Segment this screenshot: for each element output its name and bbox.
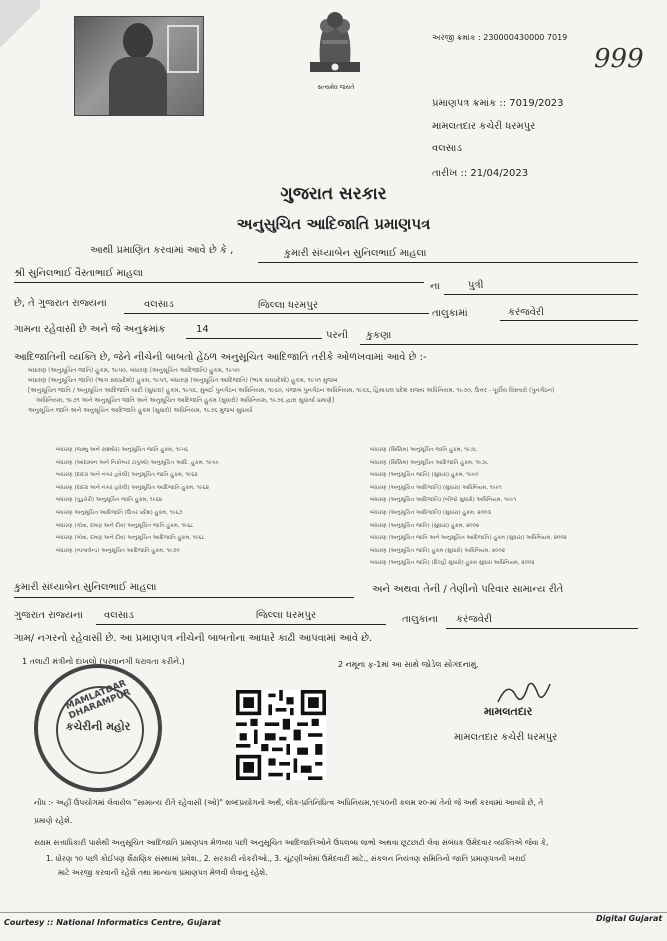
taluka-label: તાલુકામાં bbox=[432, 308, 468, 319]
note-line-1: નોંધ :- અહીં ઉપયોગમાં લેવાયેલ "સામાન્ય રીતે રહેવાસી (ઓ)" શબ્દપ્રયોગનો અર્થ, લોક-પ્રતિનિધિત્વ અધિનિયમ,૧૯૫૦ની કલમ ૨૦-માં તેનો જે અર્થ કરવામાં આવ્યો છે, તે bbox=[34, 798, 544, 807]
father-name: શ્રી સુનિલભાઈ વૈસ્તાભાઈ માહલા bbox=[14, 268, 144, 279]
issue-date: તારીખ :: 21/04/2023 bbox=[432, 168, 529, 179]
serial-number: 14 bbox=[196, 324, 209, 335]
page-fold bbox=[0, 0, 40, 56]
village-name-2: કરંજવેરી bbox=[456, 614, 492, 625]
law-item: બંધારણ અનુસૂચિત આદિજાતિ (ઉત્તર પ્રદેશ) હુકમ, ૧૯૬૭ bbox=[56, 509, 183, 516]
law-item: બંધારણ (આંદામાન અને નિકોબાર ટાપુઓ) અનુસૂચિત આદિ. હુકમ, ૧૯૫૯ bbox=[56, 459, 219, 466]
usage-line-2: 1. ધોરણ ૧૦ પછી કોઈપણ શૈક્ષણિક સંસ્થામાં પ્રવેશ., 2. સરકારી નોકરીઓ., 3. ચૂંટણીઓમાં ઉમેદવારી માટે., સંકલન નિયંત્રણ સમિતિનો જાતિ પ્રમાણપત્રની ખરાઈ bbox=[46, 854, 527, 863]
usage-line-1: સક્ષમ સત્તાધિકારી પાસેથી અનુસૂચિત આદિજાતિ પ્રમાણપત્ર મેળવ્યા પછી અનુસૂચિત આદિજાતિઓને ઉપલબ્ધ લાભો અથવા છૂટછાટો લેવા સંબંધક ઉમેદવાર વ્યક્તિએ જેવા કે, bbox=[34, 838, 549, 847]
seal-text: MAMLATDAR DHARAMPUR bbox=[64, 678, 133, 722]
signatory-title: મામલતદાર bbox=[484, 705, 533, 718]
caste-prefix: પરની bbox=[326, 330, 348, 341]
law-item: બંધારણ (અનુસૂચિત જાતિ) (સુધારા) હુકમ, ૨૦૦૨ bbox=[370, 522, 480, 529]
certify-prefix: આથી પ્રમાણિત કરવામાં આવે છે કે , bbox=[90, 245, 234, 256]
certificate-title: અનુસુચિત આદિજાતિ પ્રમાણપત્ર bbox=[236, 215, 431, 233]
law-line: [અનુસૂચિત જાતિ / અનુસૂચિત આદિજાતિ યાદી (સુધારા) હુકમ, ૧૯૫૬, મુંબઈ પુનર્ગઠન અધિનિયમ, ૧૯૬૦, પંજાબ પુનર્ગઠન અધિનિયમ, ૧૯૬૬, હિમાચલ પ્રદેશ રાજ્ય અધિનિયમ, ૧૯૭૦, ઉત્તર - પૂર્વીય વિસ્તારો (પુનર્ગઠન) bbox=[28, 387, 555, 394]
laws-left-column bbox=[56, 444, 356, 557]
qr-code bbox=[236, 690, 326, 780]
emblem-caption: સત્યમેવ જયતે bbox=[317, 84, 355, 91]
law-item: બંધારણ (અનુસૂચિત જાતિ) (સુધારા) હુકમ, ૧૯૯૦ bbox=[370, 472, 479, 479]
law-item: બંધારણ (દાદરા અને નગર હવેલી) અનુસૂચિત જાતિ હુકમ, ૧૯૬૨ bbox=[56, 472, 198, 479]
basis-item-1: 1 તલાટી મંત્રીનો દાખલો (પરવાનગી ધરાવતા કરીને.) bbox=[22, 657, 185, 666]
relation-suffix: ના bbox=[430, 281, 440, 292]
laws-top bbox=[28, 366, 643, 416]
handwritten-number: 999 bbox=[594, 44, 644, 74]
office-seal bbox=[34, 664, 162, 792]
seal-center-text: કચેરીની મહોર bbox=[65, 720, 131, 733]
resident-prefix: ગામના રહેવાસી છે અને જે અનુક્રમાંક bbox=[14, 324, 166, 335]
footer-courtesy: Courtesy :: National Informatics Centre, Gujarat bbox=[4, 918, 221, 927]
law-item: બંધારણ (જમ્મુ અને કાશ્મીર) અનુસૂચિત જાતિ હુકમ, ૧૯૫૬ bbox=[56, 447, 189, 453]
law-item: બંધારણ (નાગાલેન્ડ) અનુસૂચિત આદિજાતિ હુકમ, ૧૯૭૦ bbox=[56, 547, 180, 554]
law-line: અનુસૂચિત જાતિ અને અનુસૂચિત આદિજાતિ હુકમ (સુધારો) અધિનિયમ, ૧૯૭૬ મુજબ સુધાર્યા bbox=[28, 407, 253, 414]
applicant-photo bbox=[74, 16, 204, 116]
state-prefix-2: ગુજરાત રાજ્યના bbox=[14, 610, 83, 621]
application-number: અરજી ક્રમાંક : 230000430000 7019 bbox=[432, 33, 568, 42]
laws-right-column bbox=[370, 444, 640, 570]
law-item: બંધારણ (પુડુચેરી) અનુસૂચિત જાતિ હુકમ, ૧૯૬૪ bbox=[56, 497, 163, 504]
district-name: વલસાડ bbox=[144, 299, 174, 310]
issuing-office: મામલતદાર કચેરી ધરમપુર bbox=[432, 121, 536, 132]
law-item: બંધારણ (અનુસૂચિત જાતિ) (દિલ્હી સુધારો) હુકમ સુધારા અધિનિયમ, ૨૦૦૨ bbox=[370, 560, 535, 567]
office-district: વલસાડ bbox=[432, 143, 462, 154]
law-item: બંધારણ (અનુસૂચિત આદિજાતિ) (સુધારા) અધિનિયમ, ૧૯૯૧ bbox=[370, 484, 502, 491]
certificate-number: પ્રમાણપત્ર ક્રમાંક :: 7019/2023 bbox=[432, 98, 564, 109]
relation: પુત્રી bbox=[468, 280, 484, 291]
law-line: બંધારણ (અનુસૂચિત જાતિ) (ભાગ સંઘપ્રદેશો) હુકમ, ૧૯૫૧, બંધારણ (અનુસૂચિત આદિજાતિ) (ભાગ સંઘપ્રદેશો) હુકમ, ૧૯૫૧ મુજબ bbox=[28, 377, 338, 384]
state-prefix: છે, તે ગુજરાત રાજ્યના bbox=[14, 298, 107, 309]
law-item: બંધારણ (અનુસૂચિત જાતિ અને અનુસૂચિત આદિજાતિ) હુકમ (સુધારા) અધિનિયમ, ૨૦૦૨ bbox=[370, 535, 567, 542]
law-item: બંધારણ (અનુસૂચિત જાતિ) હુકમ (સુધારો) અધિનિયમ, ૨૦૦૨ bbox=[370, 547, 506, 554]
tribe-statement: આદિજાતિની વ્યક્તિ છે, જેને નીચેની બાબતો હેઠળ અનુસૂચિત આદિજાતિ તરીકે ઓળખવામાં આવે છે :- bbox=[14, 352, 427, 363]
caste-name: કુકણા bbox=[366, 330, 392, 341]
law-item: બંધારણ (સિક્કિમ) અનુસૂચિત આદિજાતિ હુકમ, ૧૯૭૮ bbox=[370, 459, 489, 466]
applicant-name: કુમારી સંધ્યાબેન સુનિલભાઈ માહલા bbox=[284, 248, 427, 259]
note-line-2: પ્રમાણે રહેશે. bbox=[34, 816, 73, 825]
district-name-2: વલસાડ bbox=[104, 610, 134, 621]
basis-item-2: 2 નમૂના ફ-1માં આ સાથે જોડેલ સોગંદનામું. bbox=[338, 660, 479, 669]
taluka-name: જિલ્લા ધરમપુર bbox=[258, 300, 318, 311]
basis-statement: ગામ/ નગરનો રહેવાસી છે. આ પ્રમાણપત્ર નીચેની બાબતોના આધારે કાઢી આપવામાં આવે છે. bbox=[14, 633, 373, 644]
taluka-name-2: જિલ્લા ધરમપુર bbox=[256, 610, 316, 621]
law-item: બંધારણ (અનુસૂચિત આદિજાતિ) (બીજો સુધારો) અધિનિયમ, ૧૯૯૧ bbox=[370, 497, 517, 504]
law-item: બંધારણ (સિક્કિમ) અનુસૂચિત જાતિ હુકમ, ૧૯૭૮ bbox=[370, 447, 477, 453]
signatory-office: મામલતદાર કચેરી ધરમપુર bbox=[454, 732, 558, 743]
law-item: બંધારણ (દાદરા અને નગર હવેલી) અનુસૂચિત આદિજાતિ હુકમ, ૧૯૬૨ bbox=[56, 484, 209, 491]
government-title: ગુજરાત સરકાર bbox=[280, 184, 387, 204]
law-line: અધિનિયમ, ૧૯૭૧ અને અનુસૂચિત જાતિ અને અનુસૂચિત આદિજાતિ હુકમ (સુધારો) અધિનિયમ, ૧૯૭૬ દ્વારા સુધાર્યા પ્રમાણે] bbox=[36, 397, 335, 404]
law-item: બંધારણ (ગોવા, દમણ અને દીવ) અનુસૂચિત આદિજાતિ હુકમ, ૧૯૬૮ bbox=[56, 535, 205, 542]
law-item: બંધારણ (ગોવા, દમણ અને દીવ) અનુસૂચિત જાતિ હુકમ, ૧૯૬૮ bbox=[56, 522, 194, 529]
taluka-label-2: તાલુકાના bbox=[402, 614, 439, 625]
state-emblem-icon bbox=[302, 6, 368, 94]
family-resident-text: અને અથવા તેની / તેણીનો પરિવાર સામાન્ય રીતે bbox=[372, 584, 564, 595]
footer-digital-gujarat: Digital Gujarat bbox=[596, 914, 663, 923]
signature-scribble bbox=[494, 676, 554, 708]
law-line: બંધારણ (અનુસૂચિત જાતિ) હુકમ, ૧૯૫૦, બંધારણ (અનુસૂચિત આદિજાતિ) હુકમ, ૧૯૫૦ bbox=[28, 367, 240, 374]
law-item: બંધારણ (અનુસૂચિત આદિજાતિ) (સુધારા) હુકમ, ૨૦૦૩ bbox=[370, 509, 491, 516]
footer-divider bbox=[0, 912, 667, 913]
usage-line-3: માટે અરજી કરવાની રહેશે તથા માન્યતા પ્રમાણપત્ર મેળવી લેવાનું રહેશે. bbox=[58, 868, 268, 877]
village-name: કરંજવેરી bbox=[508, 307, 544, 318]
applicant-name-repeat: કુમારી સંધ્યાબેન સુનિલભાઈ માહલા bbox=[14, 582, 157, 593]
